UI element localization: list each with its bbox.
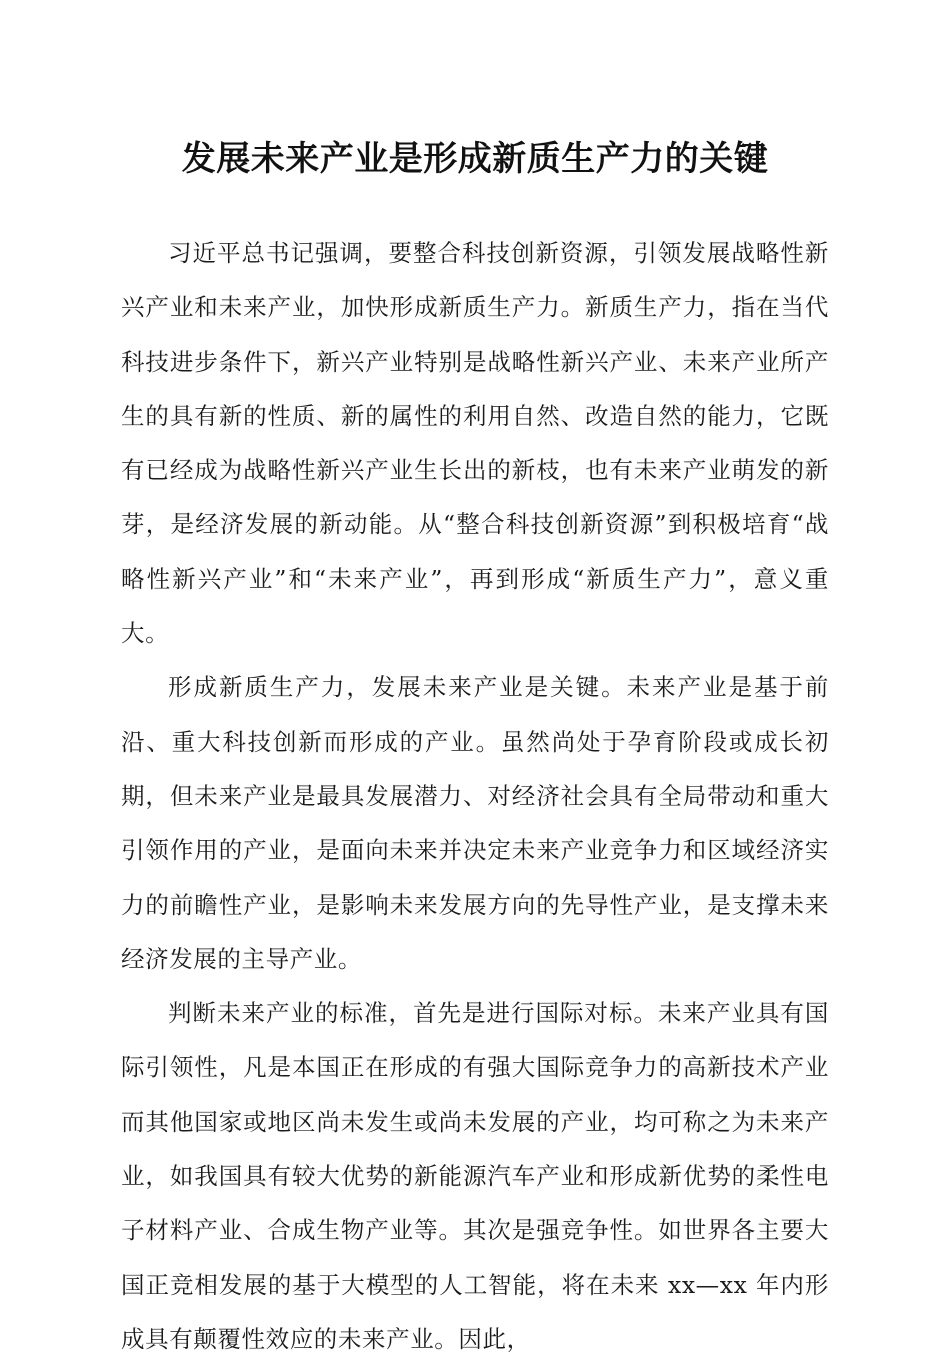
paragraph-1: 习近平总书记强调，要整合科技创新资源，引领发展战略性新兴产业和未来产业，加快形成新质生产力。新质生产力，指在当代科技进步条件下，新兴产业特别是战略性新兴产业、未来产业所产生的具有新的性质、新的属性的利用自然、改造自然的能力，它既有已经成为战略性新兴产业生长出的新枝，也有未来产业萌发的新芽，是经济发展的新动能。从“整合科技创新资源”到积极培育“战略性新兴产业”和“未来产业”，再到形成“新质生产力”，意义重大。 xyxy=(121,239,829,648)
paragraph-3: 判断未来产业的标准，首先是进行国际对标。未来产业具有国际引领性，凡是本国正在形成的有强大国际竞争力的高新技术产业而其他国家或地区尚未发生或尚未发展的产业，均可称之为未来产业，如我国具有较大优势的新能源汽车产业和形成新优势的柔性电子材料产业、合成生物产业等。其次是强竞争性。如世界各主要大国正竞相发展的基于大模型的人工智能，将在未来 xx—xx 年内形成具有颠覆性效应的未来产业。因此， xyxy=(121,999,829,1353)
paragraph-2: 形成新质生产力，发展未来产业是关键。未来产业是基于前沿、重大科技创新而形成的产业。虽然尚处于孕育阶段或成长初期，但未来产业是最具发展潜力、对经济社会具有全局带动和重大引领作用的产业，是面向未来并决定未来产业竞争力和区域经济实力的前瞻性产业，是影响未来发展方向的先导性产业，是支撑未来经济发展的主导产业。 xyxy=(121,673,829,973)
document-title: 发展未来产业是形成新质生产力的关键 xyxy=(181,139,769,179)
document-body xyxy=(121,226,829,1366)
